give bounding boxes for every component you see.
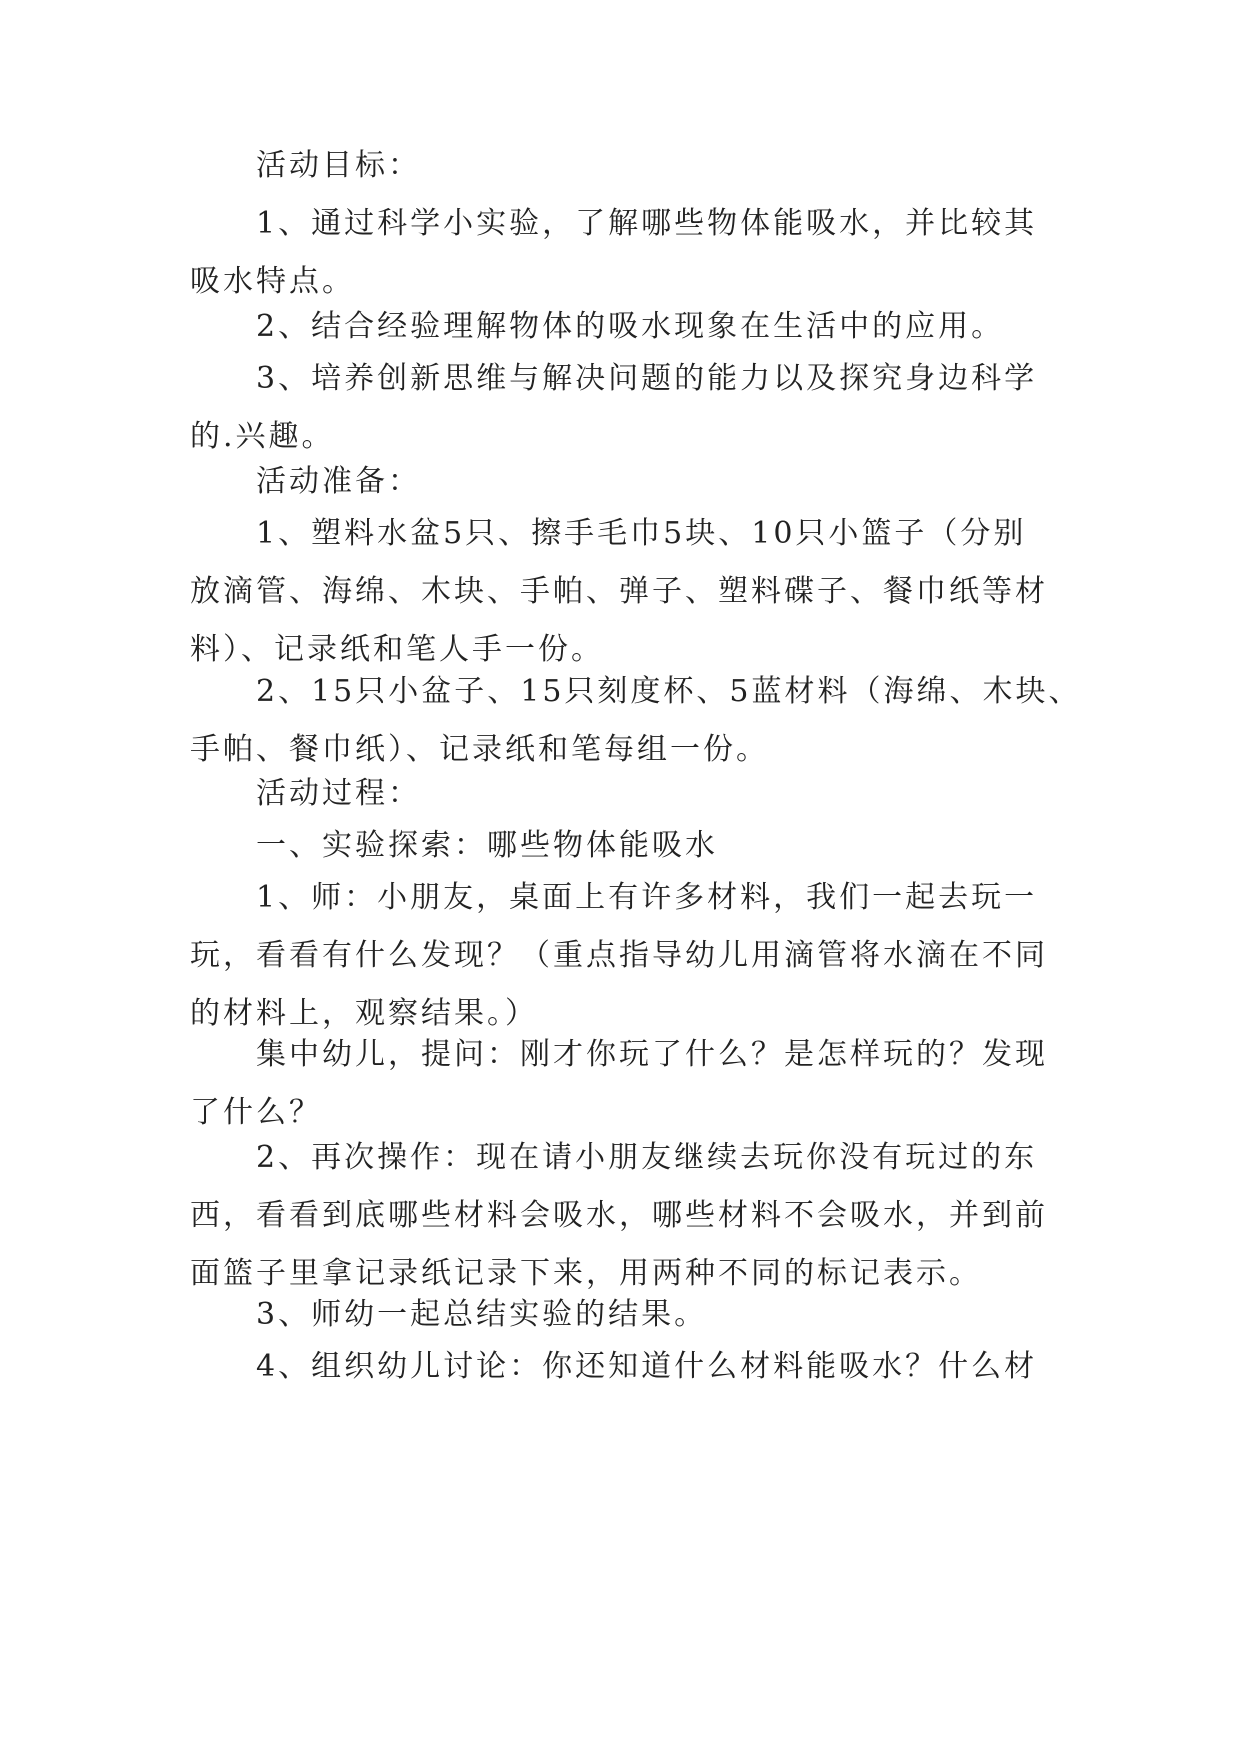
text-line: 2、再次操作：现在请小朋友继续去玩你没有玩过的东 bbox=[256, 1140, 1038, 1175]
text-line: 2、结合经验理解物体的吸水现象在生活中的应用。 bbox=[256, 309, 1005, 344]
text-line: 1、师：小朋友，桌面上有许多材料，我们一起去玩一 bbox=[256, 880, 1038, 915]
text-line: 手帕、餐巾纸）、记录纸和笔每组一份。 bbox=[190, 732, 769, 767]
goal-item-3 bbox=[190, 350, 1070, 466]
process-item-2 bbox=[190, 1129, 1070, 1303]
text-line: 料）、记录纸和笔人手一份。 bbox=[190, 632, 604, 667]
text-line: 2、15只小盆子、15只刻度杯、5蓝材料（海绵、木块、 bbox=[256, 674, 1082, 709]
text-line: 的.兴趣。 bbox=[190, 419, 335, 454]
goal-item-1 bbox=[190, 195, 1070, 311]
text-line: 吸水特点。 bbox=[190, 264, 355, 299]
text-line: 玩，看看有什么发现？（重点指导幼儿用滴管将水滴在不同 bbox=[190, 938, 1048, 973]
text-line: 的材料上，观察结果。） bbox=[190, 996, 538, 1031]
text-line: 3、培养创新思维与解决问题的能力以及探究身边科学 bbox=[256, 361, 1038, 396]
process-gather-question bbox=[190, 1026, 1070, 1142]
text-line: 1、塑料水盆5只、擦手毛巾5块、10只小篮子（分别 bbox=[256, 516, 1027, 551]
goal-item-2 bbox=[190, 298, 1070, 356]
process-item-1 bbox=[190, 869, 1070, 1043]
heading-activity-process bbox=[190, 765, 1070, 823]
text-line: 4、组织幼儿讨论：你还知道什么材料能吸水？什么材 bbox=[256, 1349, 1038, 1384]
process-item-3 bbox=[190, 1286, 1070, 1344]
text-line: 集中幼儿，提问：刚才你玩了什么？是怎样玩的？发现 bbox=[256, 1037, 1048, 1072]
text-line: 活动准备： bbox=[256, 464, 421, 499]
text-line: 西，看看到底哪些材料会吸水，哪些材料不会吸水，并到前 bbox=[190, 1198, 1048, 1233]
heading-activity-goals bbox=[190, 137, 1070, 195]
text-line: 面篮子里拿记录纸记录下来，用两种不同的标记表示。 bbox=[190, 1256, 982, 1291]
text-line: 活动过程： bbox=[256, 776, 421, 811]
text-line: 了什么？ bbox=[190, 1095, 322, 1130]
section-experiment bbox=[190, 817, 1070, 875]
text-line: 3、师幼一起总结实验的结果。 bbox=[256, 1297, 708, 1332]
text-line: 1、通过科学小实验，了解哪些物体能吸水，并比较其 bbox=[256, 206, 1038, 241]
process-item-4 bbox=[190, 1338, 1070, 1396]
prep-item-1 bbox=[190, 505, 1070, 679]
text-line: 一、实验探索：哪些物体能吸水 bbox=[256, 828, 718, 863]
text-line: 活动目标： bbox=[256, 148, 421, 183]
heading-activity-prep bbox=[190, 453, 1070, 511]
prep-item-2 bbox=[190, 663, 1082, 779]
text-line: 放滴管、海绵、木块、手帕、弹子、塑料碟子、餐巾纸等材 bbox=[190, 574, 1048, 609]
